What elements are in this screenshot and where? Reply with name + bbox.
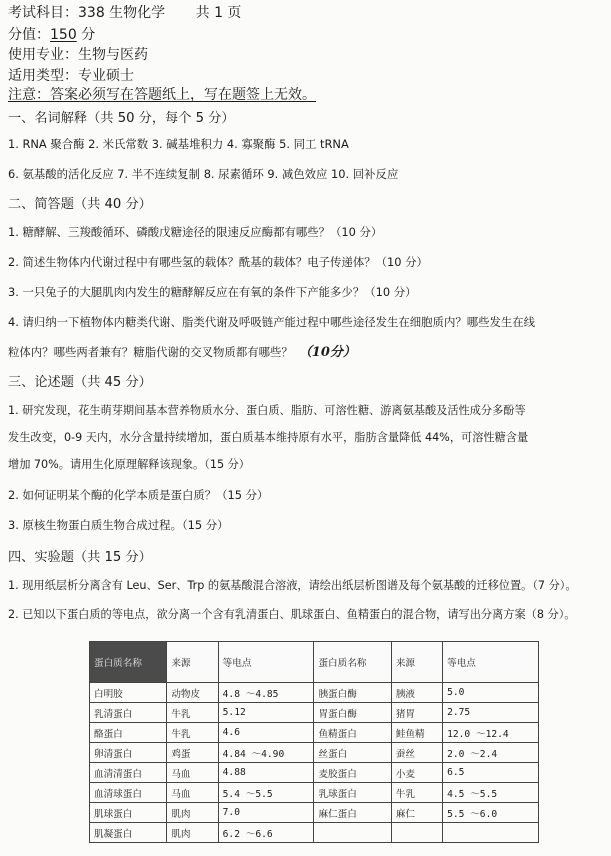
table-row: 卵清蛋白 鸡蛋 4.84 ～4.90 丝蛋白 蚕丝 2.0 ～2.4 (90, 743, 539, 763)
total-score: 150 (50, 27, 77, 43)
handwritten-score-note: （10分） (298, 345, 356, 360)
section-4-title: 四、实验题（共 15 分） (8, 550, 152, 565)
score-line: 分值：150 分 (8, 27, 96, 43)
section-2-title: 二、简答题（共 40 分） (8, 197, 152, 212)
section-4-question-1: 1. 现用纸层析分离含有 Leu、Ser、Trp 的氨基酸混合溶液，请绘出纸层析图谱及每个氨基酸的迁移位置。（7 分）。 (8, 579, 577, 592)
degree-type: 专业硕士 (78, 68, 134, 84)
type-line: 适用类型：专业硕士 (8, 68, 134, 84)
header-isoelectric-point: 等电点 (443, 642, 539, 683)
section-3-question-3: 3. 原核生物蛋白质生物合成过程。（15 分） (8, 518, 229, 532)
section-3-question-2: 2. 如何证明某个酶的化学本质是蛋白质？（15 分） (8, 488, 269, 502)
table-row: 肌球蛋白 肌肉 7.0 麻仁蛋白 麻仁 5.5 ～6.0 (90, 803, 539, 823)
isoelectric-point-table (89, 641, 539, 843)
section-3-question-1-line-2: 发生改变，0-9 天内，水分含量持续增加，蛋白质基本维持原有水平，脂肪含量降低 44%，可溶性糖含量 (8, 431, 529, 444)
page-count: 共 1 页 (195, 5, 242, 21)
section-2-question-1: 1. 糖酵解、三羧酸循环、磷酸戊糖途径的限速反应酶都有哪些？（10 分） (8, 225, 383, 239)
section-3-question-1-line-3: 增加 70%。请用生化原理解释该现象。（15 分） (8, 458, 250, 471)
table-row: 肌凝蛋白 肌肉 6.2 ～6.6 (90, 823, 539, 843)
table-row: 血清清蛋白 马血 4.88 麦胶蛋白 小麦 6.5 (90, 763, 539, 783)
section-2-question-2: 2. 简述生物体内代谢过程中有哪些氢的载体？酰基的载体？电子传递体？（10 分） (8, 255, 428, 269)
header-protein-name: 蛋白质名称 (314, 642, 391, 683)
exam-subject-line: 考试科目：338 生物化学 共 1 页 (8, 5, 242, 21)
table-row: 血清球蛋白 马血 5.4 ～5.5 乳球蛋白 牛乳 4.5 ～5.5 (90, 783, 539, 803)
notice: 注意：答案必须写在答题纸上，写在题签上无效。 (8, 87, 316, 103)
section-3-question-1-line-1: 1. 研究发现，花生萌芽期间基本营养物质水分、蛋白质、脂肪、可溶性糖、游离氨基酸及活性成分多酚等 (8, 404, 526, 417)
section-4-question-2: 2. 已知以下蛋白质的等电点，欲分离一个含有乳清蛋白、肌球蛋白、鱼精蛋白的混合物，请写出分离方案（8 分）。 (8, 608, 576, 621)
major: 生物与医药 (78, 47, 148, 63)
section-2-question-4-line-1: 4. 请归纳一下植物体内糖类代谢、脂类代谢及呼吸链产能过程中哪些途径发生在细胞质内？哪些发生在线 (8, 315, 536, 329)
section-1-row-1: 1. RNA 聚合酶 2. 米氏常数 3. 碱基堆积力 4. 寡聚酶 5. 同工 tRNA (8, 137, 349, 151)
table-header-row (90, 642, 539, 683)
section-2-question-4-line-2: 粒体内？哪些两者兼有？糖脂代谢的交叉物质都有哪些？ （10分） (8, 345, 356, 360)
table-row: 酪蛋白 牛乳 4.6 鱼精蛋白 鲑鱼精 12.0 ～12.4 (90, 723, 539, 743)
major-line: 使用专业：生物与医药 (8, 47, 148, 63)
section-3-title: 三、论述题（共 45 分） (8, 375, 152, 390)
header-protein-name: 蛋白质名称 (90, 642, 167, 683)
section-1-title: 一、名词解释（共 50 分，每个 5 分） (8, 111, 235, 126)
section-2-question-3: 3. 一只兔子的大腿肌肉内发生的糖酵解反应在有氧的条件下产能多少？（10 分） (8, 285, 417, 299)
header-source: 来源 (167, 642, 218, 683)
table-row: 白明胶 动物皮 4.8 ～4.85 胰蛋白酶 胰液 5.0 (90, 683, 539, 703)
table-row: 乳清蛋白 牛乳 5.12 胃蛋白酶 猪胃 2.75 (90, 703, 539, 723)
header-source: 来源 (391, 642, 442, 683)
section-1-row-2: 6. 氨基酸的活化反应 7. 半不连续复制 8. 尿素循环 9. 减色效应 10. 回补反应 (8, 167, 399, 181)
exam-subject: 338 生物化学 (78, 5, 166, 21)
header-isoelectric-point: 等电点 (218, 642, 314, 683)
